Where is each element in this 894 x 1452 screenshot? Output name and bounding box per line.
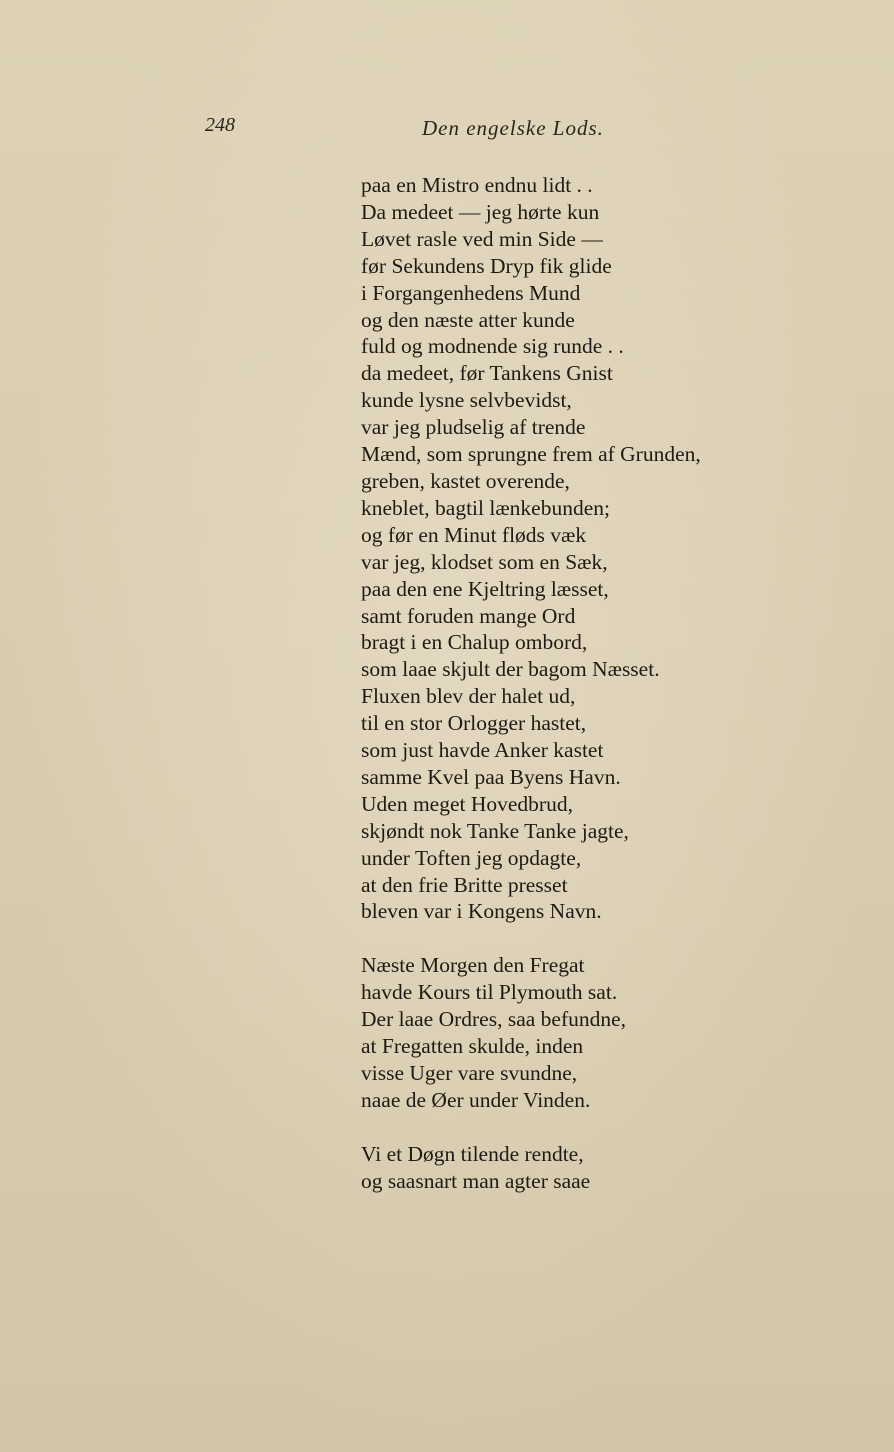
stanza-2 xyxy=(361,952,861,1113)
page-number: 248 xyxy=(205,114,235,136)
poem-line: samt foruden mange Ord xyxy=(361,603,576,628)
poem-line: kneblet, bagtil lænkebunden; xyxy=(361,495,610,520)
poem-line: Da medeet — jeg hørte kun xyxy=(361,199,600,224)
poem-line: paa en Mistro endnu lidt . . xyxy=(361,173,593,197)
stanza-1 xyxy=(361,172,861,925)
poem-line: visse Uger vare svundne, xyxy=(361,1061,578,1085)
poem-line: og før en Minut fløds væk xyxy=(361,522,587,547)
poem-line: Løvet rasle ved min Side — xyxy=(361,226,603,251)
poem-line: bleven var i Kongens Navn. xyxy=(361,899,602,924)
poem-line: og saasnart man agter saae xyxy=(361,1168,591,1193)
poem-line: at den frie Britte presset xyxy=(361,872,568,897)
poem-line: som just havde Anker kastet xyxy=(361,738,604,763)
poem-line: greben, kastet overende, xyxy=(361,468,570,493)
poem-line: som laae skjult der bagom Næsset. xyxy=(361,657,660,682)
poem-line: samme Kvel paa Byens Havn. xyxy=(361,764,621,789)
poem-line: før Sekundens Dryp fik glide xyxy=(361,253,612,278)
poem-line: under Toften jeg opdagte, xyxy=(361,845,582,870)
poem-line: Fluxen blev der halet ud, xyxy=(361,684,576,709)
poem-line: Næste Morgen den Fregat xyxy=(361,953,585,978)
poem-line: Mænd, som sprungne frem af Grunden, xyxy=(361,442,701,467)
poem-line: paa den ene Kjeltring læsset, xyxy=(361,576,609,601)
poem-line: fuld og modnende sig runde . . xyxy=(361,334,624,359)
poem-line: Vi et Døgn tilende rendte, xyxy=(361,1141,584,1166)
poem-line: Der laae Ordres, saa befundne, xyxy=(361,1007,627,1032)
poem-line: at Fregatten skulde, inden xyxy=(361,1034,584,1059)
poem-line: var jeg, klodset som en Sæk, xyxy=(361,549,608,574)
poem-line: skjøndt nok Tanke Tanke jagte, xyxy=(361,818,629,843)
poem-line: var jeg pludselig af trende xyxy=(361,415,586,440)
poem-line: Uden meget Hovedbrud, xyxy=(361,791,573,816)
poem-line: bragt i en Chalup ombord, xyxy=(361,630,588,655)
poem-line: havde Kours til Plymouth sat. xyxy=(361,980,618,1005)
poem-body xyxy=(361,172,861,1222)
poem-line: i Forgangenhedens Mund xyxy=(361,280,581,305)
running-title: Den engelske Lods. xyxy=(422,116,604,140)
poem-line: til en stor Orlogger hastet, xyxy=(361,711,587,736)
poem-line: og den næste atter kunde xyxy=(361,307,575,332)
poem-line: naae de Øer under Vinden. xyxy=(361,1087,591,1112)
stanza-3 xyxy=(361,1141,861,1195)
poem-line: kunde lysne selvbevidst, xyxy=(361,388,572,413)
poem-line: da medeet, før Tankens Gnist xyxy=(361,361,613,386)
